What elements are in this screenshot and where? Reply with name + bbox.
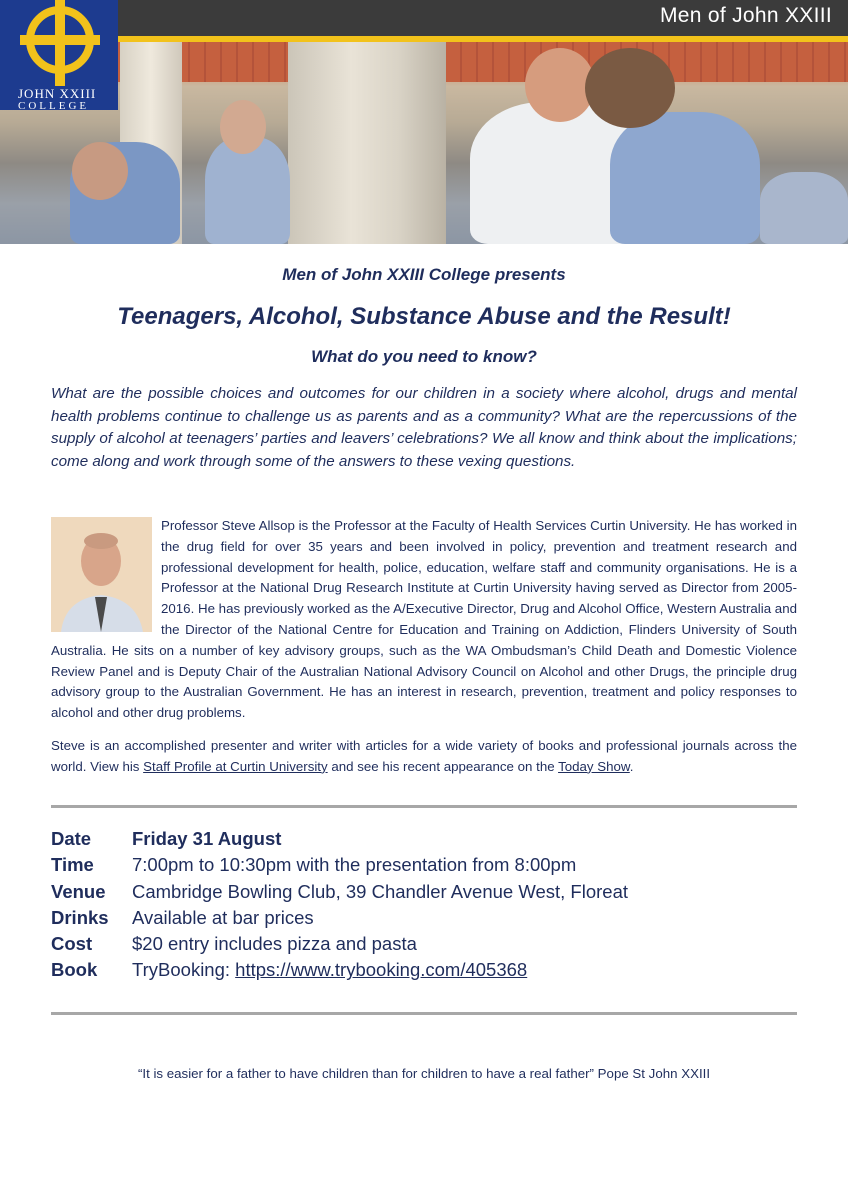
detail-row-cost <box>51 931 797 957</box>
detail-label: Date <box>51 828 92 849</box>
logo-text: JOHN XXIII <box>18 86 97 101</box>
event-details <box>51 826 797 984</box>
bio-extra-text: Steve is an accomplished presenter and writer with articles for a wide variety of books and professional journals across the world. View his <box>51 738 797 774</box>
figure-head <box>220 100 266 154</box>
detail-row-drinks <box>51 905 797 931</box>
detail-label: Venue <box>51 880 106 902</box>
roof-tiles <box>110 42 848 82</box>
detail-label: Drinks <box>51 906 109 928</box>
trybooking-link[interactable]: https://www.trybooking.com/405368 <box>235 959 528 981</box>
bio-photo-spacer <box>51 516 161 640</box>
figure-head <box>585 48 675 128</box>
speaker-bio <box>51 516 797 724</box>
speaker-bio-extra <box>51 736 797 778</box>
divider <box>51 1012 797 1015</box>
divider <box>51 805 797 808</box>
college-logo <box>0 0 118 110</box>
staff-profile-link[interactable]: Staff Profile at Curtin University <box>143 758 328 774</box>
figure-bg <box>760 172 848 244</box>
subtitle: What do you need to know? <box>311 347 537 366</box>
detail-row-date <box>51 826 797 852</box>
detail-value: $20 entry includes pizza and pasta <box>132 933 417 955</box>
today-show-link[interactable]: Today Show <box>558 758 630 774</box>
intro-paragraph: What are the possible choices and outcomes for our children in a society where alcohol, drugs and mental health problems continue to challenge us as parents and as a community? What are the repercussions of the supply of alcohol at teenagers’ parties and leavers’ celebrations? We all know and think about the implications; come along and work through some of the answers to these vexing questions. <box>51 385 797 470</box>
detail-value: Available at bar prices <box>132 906 314 928</box>
detail-value: 7:00pm to 10:30pm with the presentation from 8:00pm <box>132 854 577 876</box>
detail-row-venue <box>51 879 797 905</box>
figure-head <box>72 142 128 200</box>
detail-label: Cost <box>51 933 93 955</box>
pillar <box>288 42 446 244</box>
detail-value <box>132 957 527 983</box>
bio-extra-text: . <box>629 758 634 774</box>
presents-line: Men of John XXIII College presents <box>282 265 566 284</box>
header-title: Men of John XXIII <box>659 4 832 27</box>
cross-emblem-icon <box>0 0 118 86</box>
logo-subtext: COLLEGE <box>18 100 90 112</box>
figure-daughter <box>610 112 760 244</box>
detail-row-book <box>51 957 797 983</box>
banner-photo <box>0 42 848 244</box>
detail-value: Friday 31 August <box>132 828 282 849</box>
detail-value: Cambridge Bowling Club, 39 Chandler Avenue West, Floreat <box>132 880 629 902</box>
bio-text: Professor Steve Allsop is the Professor at the Faculty of Health Services Curtin University. He has worked in the drug field for over 35 years and been involved in policy, prevention and treatment research and professional development for health, police, education, welfare staff and community organisations. He is a Professor at the National Drug Research Institute at Curtin University having served as Director from 2005-2016. He has previously worked as the A/Executive Director, Drug and Alcohol Office, Western Australia and the Director of the National Centre for Education and Training on Addiction, Flinders University of South Australia. He sits on a number of key advisory groups, such as the WA Ombudsman’s Child Death and Domestic Violence Review Panel and is Deputy Chair of the Australian National Advisory Council on Alcohol and other Drugs, the principle drug advisory group to the Australian Government. He has an interest in research, prevention, treatment and policy responses to alcohol and other drug problems. <box>51 518 797 721</box>
page-title: Teenagers, Alcohol, Substance Abuse and the Result! <box>117 303 731 330</box>
quote: “It is easier for a father to have children than for children to have a real father” Pope St John XXIII <box>137 1066 711 1081</box>
bio-extra-text: and see his recent appearance on the <box>327 758 559 774</box>
detail-label: Time <box>51 854 94 876</box>
detail-label: Book <box>51 959 98 981</box>
detail-row-time <box>51 852 797 878</box>
booking-prefix: TryBooking: <box>132 959 236 981</box>
